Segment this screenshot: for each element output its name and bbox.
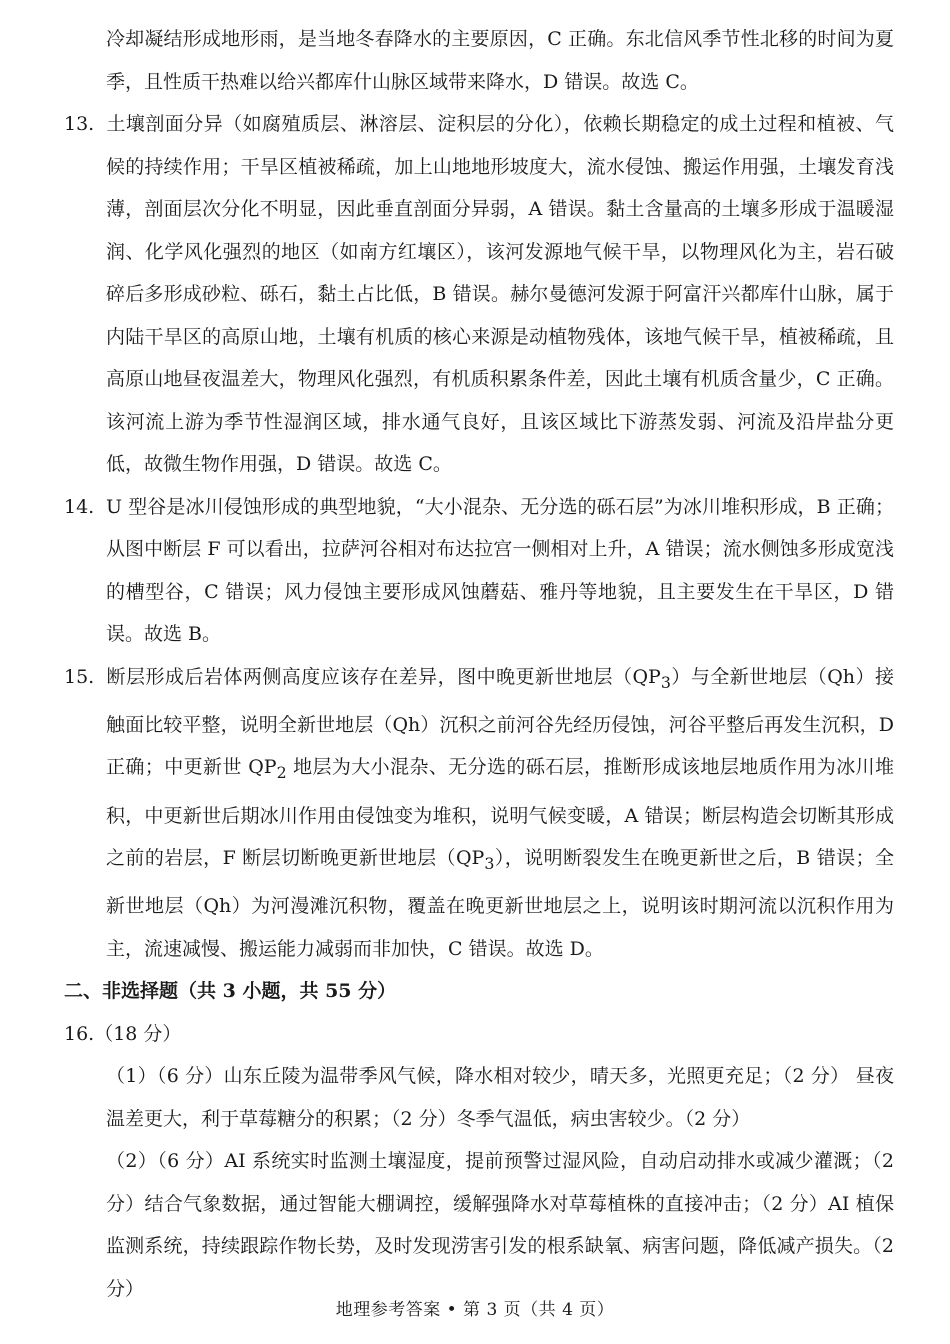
answer-text: ），说明断裂发生在晚更新世之后，B 错误；全新世地层（Qh）为河漫滩沉积物，覆盖在晚更新世地层之上，说明该时期河流以沉积作用为主，流速减慢、搬运能力减弱而非加快，C 错误。故选 D。: [106, 847, 894, 960]
answer-text: U 型谷是冰川侵蚀形成的典型地貌，“大小混杂、无分选的砾石层”为冰川堆积形成，B 正确；从图中断层 F 可以看出，拉萨河谷相对布达拉宫一侧相对上升，A 错误；流水侧蚀多形成宽浅的槽型谷，C 错误；风力侵蚀主要形成风蚀蘑菇、雅丹等地貌，且主要发生在干旱区，D 错误。故选 B。: [106, 495, 894, 645]
question-number: 13.: [64, 113, 95, 135]
answer-text: 土壤剖面分异（如腐殖质层、淋溶层、淀积层的分化），依赖长期稳定的成土过程和植被、气候的持续作用；干旱区植被稀疏，加上山地地形坡度大，流水侵蚀、搬运作用强，土壤发育浅薄，剖面层次分化不明显，因此垂直剖面分异弱，A 错误。黏土含量高的土壤多形成于温暖湿润、化学风化强烈的地区（如南方红壤区），该河发源地气候干旱，以物理风化为主，岩石破碎后多形成砂粒、砾石，黏土占比低，B 错误。赫尔曼德河发源于阿富汗兴都库什山脉，属于内陆干旱区的高原山地，土壤有机质的核心来源是动植物残体，该地气候干旱，植被稀疏，且高原山地昼夜温差大，物理风化强烈，有机质积累条件差，因此土壤有机质含量少，C 正确。该河流上游为季节性湿润区域，排水通气良好，且该区域比下游蒸发弱、河流及沿岸盐分更低，故微生物作用强，D 错误。故选 C。: [106, 113, 894, 475]
subscript: 2: [276, 763, 287, 783]
question-14-answer: [64, 486, 894, 656]
answer-content: [64, 18, 894, 1310]
question-16-heading: 16.（18 分）: [64, 1022, 182, 1045]
question-16-part-2: （2）（6 分）AI 系统实时监测土壤湿度，提前预警过湿风险，自动启动排水或减少灌溉；（2 分）结合气象数据，通过智能大棚调控，缓解强降水对草莓植株的直接冲击；（2 分）AI 植保监测系统，持续跟踪作物长势，及时发现涝害引发的根系缺氧、病害问题，降低减产损失。（2 分）: [106, 1150, 894, 1300]
question-16-part-1: （1）（6 分）山东丘陵为温带季风气候，降水相对较少，晴天多，光照更充足；（2 分） 昼夜温差更大，利于草莓糖分的积累；（2 分）冬季气温低，病虫害较少。（2 分）: [106, 1065, 894, 1130]
answer-text: 地层为大小混杂、无分选的砾石层，推断形成该地层地质作用为冰川堆积，中更新世后期冰川作用由侵蚀变为堆积，说明气候变暖，A 错误；断层构造会切断其形成之前的岩层，F 断层切断晚更新世地层（QP: [106, 756, 894, 870]
question-number: 14.: [64, 495, 95, 518]
section-heading: 二、非选择题（共 3 小题，共 55 分）: [64, 980, 397, 1003]
subscript: 3: [660, 672, 671, 692]
q12-continuation: 冷却凝结形成地形雨，是当地冬春降水的主要原因，C 正确。东北信风季节性北移的时间为夏季，且性质干热难以给兴都库什山脉区域带来降水，D 错误。故选 C。: [106, 28, 894, 93]
question-number: 15.: [64, 665, 95, 688]
subscript: 3: [484, 853, 495, 873]
page-footer: 地理参考答案 • 第 3 页（共 4 页）: [335, 1300, 615, 1320]
question-15-answer: [64, 656, 894, 971]
answer-text: 断层形成后岩体两侧高度应该存在差异，图中晚更新世地层（QP: [106, 665, 661, 688]
answer-text: ）与全新世地层（Qh）接触面比较平整，说明全新世地层（Qh）沉积之前河谷先经历侵蚀，河谷平整后再发生沉积，D 正确；中更新世 QP: [106, 665, 894, 779]
question-13-answer: [64, 103, 894, 486]
